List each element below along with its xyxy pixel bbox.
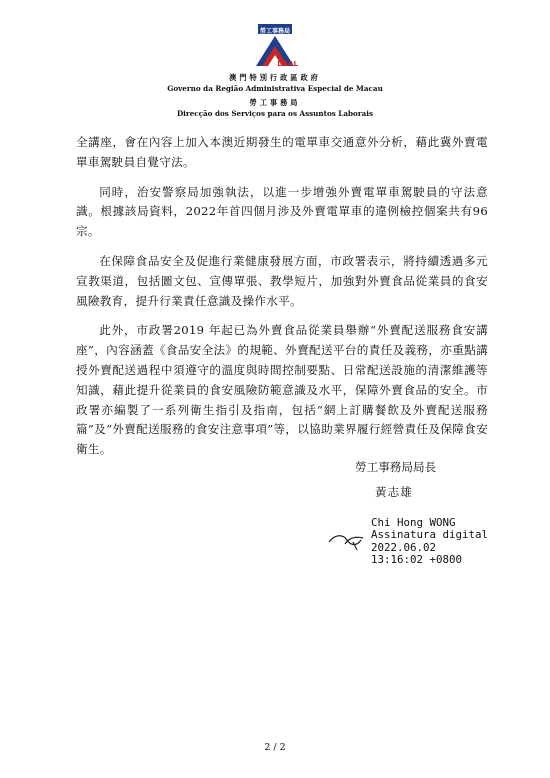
signatory-title: 勞工事務局局長 xyxy=(355,460,437,474)
signatory-name: 黃志雄 xyxy=(375,485,413,499)
bureau-name-pt: Direcção dos Serviços para os Assuntos Laborais xyxy=(176,109,374,118)
digital-signature-block xyxy=(371,517,488,567)
government-name-pt: Governo da Região Administrativa Especial de Macau xyxy=(167,84,383,93)
logo-abbreviation: DSAL xyxy=(277,60,298,68)
letterhead xyxy=(0,22,550,119)
dsal-logo xyxy=(252,22,298,70)
digital-signer: Chi Hong WONG xyxy=(371,516,456,529)
digital-signature-date: 2022.06.02 xyxy=(371,540,437,554)
logo-text: 勞工事務局 xyxy=(259,28,290,35)
paragraph: 在保障食品安全及促進行業健康發展方面，市政署表示，將持續透過多元宣教渠道，包括圖文包、宣傳單張、教學短片，加強對外賣食品從業員的食安風險教育，提升行業責任意識及操作水平。 xyxy=(76,253,488,308)
digital-signature-time: 13:16:02 +0800 xyxy=(371,553,463,567)
paragraph: 同時，治安警察局加強執法，以進一步增強外賣電單車駕駛員的守法意識。根據該局資料，2022年首四個月涉及外賣電單車的違例檢控個案共有96宗。 xyxy=(76,184,488,239)
document-body xyxy=(76,133,488,470)
paragraph: 全講座，會在內容上加入本澳近期發生的電單車交通意外分析，藉此冀外賣電單車駕駛員自覺守法。 xyxy=(76,135,488,169)
paragraph: 此外，市政署2019 年起已為外賣食品從業員舉辦“外賣配送服務食安講座”，內容涵蓋《食品安全法》的規範、外賣配送平台的責任及義務，亦重點講授外賣配送過程中須遵守的溫度與時間控制要點、日常配送設施的清潔維護等知識，藉此提升從業員的食安風險防範意識及水平，保障外賣食品的安全。市政署亦編製了一系列衛生指引及指南，包括“網上訂購餐飲及外賣配送服務篇”及“外賣配送服務的食安注意事項”等，以協助業界履行經營責任及保障食安衛生。 xyxy=(76,323,488,457)
page-number: 2 / 2 xyxy=(264,742,286,753)
digital-signature-label: Assinatura digital xyxy=(371,528,489,542)
government-name-cn: 澳門特別行政區政府 xyxy=(229,73,321,82)
bureau-name-cn: 勞工事務局 xyxy=(249,98,301,107)
signature-scribble-icon xyxy=(327,528,367,552)
